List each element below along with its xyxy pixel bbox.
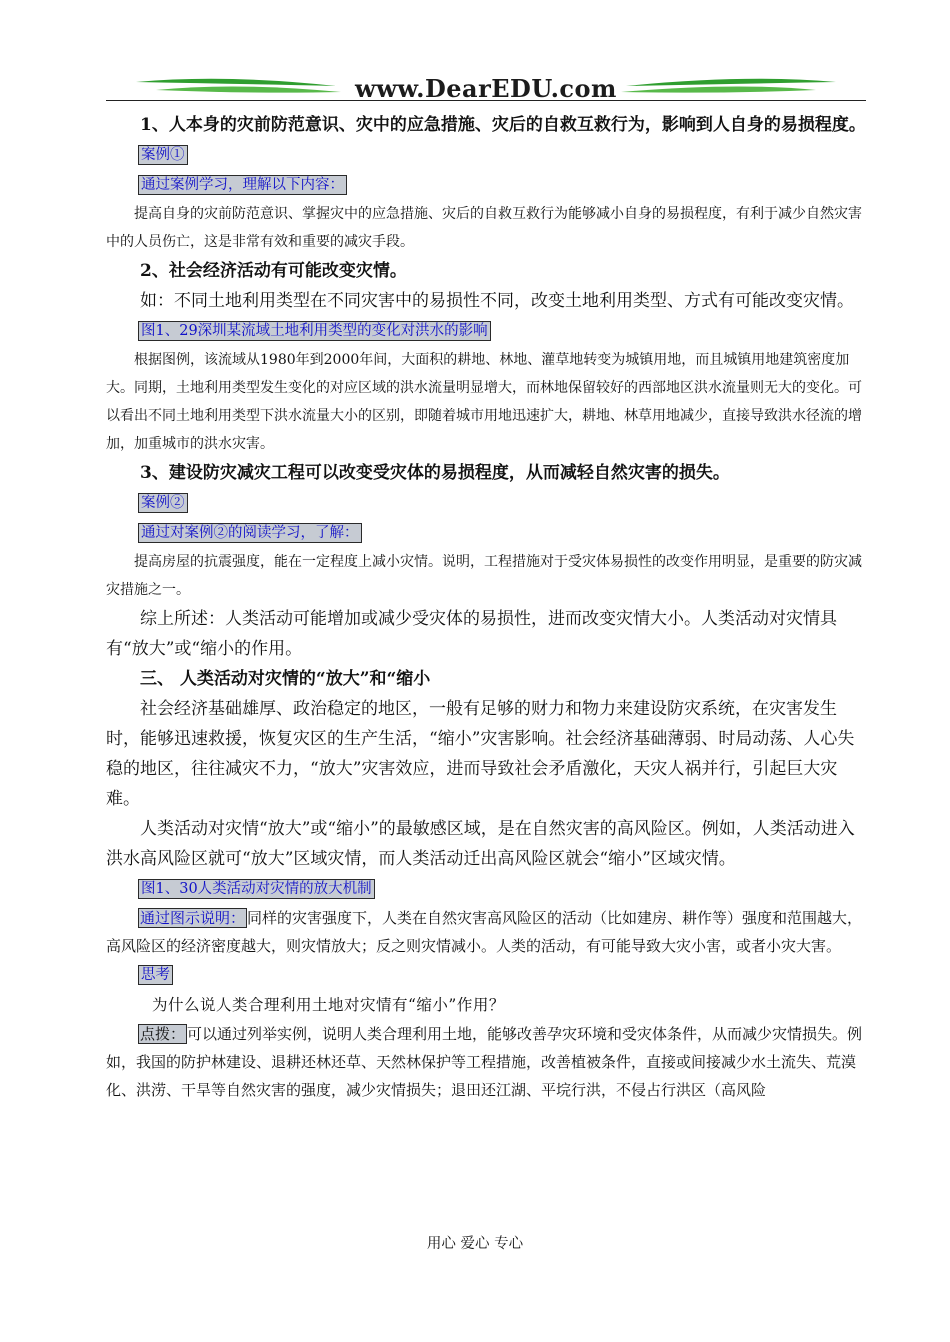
highlight-tag: 图1、29深圳某流域土地利用类型的变化对洪水的影响 <box>138 321 491 341</box>
page-footer: 用心 爱心 专心 <box>426 1236 524 1252</box>
tag-line <box>138 170 866 200</box>
tagged-paragraph-text: 同样的灾害强度下，人类在自然灾害高风险区的活动（比如建房、耕作等）强度和范围越大，高风险区的经济密度越大，则灾情放大；反之则灾情减小。人类的活动，有可能导致大灾小害，或者小灾大害。 <box>106 909 863 955</box>
highlight-tag: 案例② <box>138 493 188 513</box>
tagged-paragraph <box>106 1020 866 1104</box>
body-paragraph: 综上所述：人类活动可能增加或减少受灾体的易损性，进而改变灾情大小。人类活动对灾情具有“放大”或“缩小的作用。 <box>106 609 837 659</box>
highlight-tag: 思考 <box>138 965 173 985</box>
tagged-paragraph-text: 可以通过列举实例，说明人类合理利用土地，能够改善孕灾环境和受灾体条件，从而减少灾情损失。例如，我国的防护林建设、退耕还林还草、天然林保护等工程措施，改善植被条件，直接或间接减少水土流失、荒漠化、洪涝、干旱等自然灾害的强度，减少灾情损失；退田还江湖、平垸行洪，不侵占行洪区（高风险 <box>106 1025 863 1099</box>
tagged-paragraph <box>106 904 866 960</box>
header-rule <box>106 100 866 101</box>
section-heading: 3、建设防灾减灾工程可以改变受灾体的易损程度，从而减轻自然灾害的损失。 <box>140 463 730 483</box>
tag-line <box>138 488 866 518</box>
body-paragraph-small: 根据图例，该流域从1980年到2000年间，大面积的耕地、林地、灌草地转变为城镇用地，而且城镇用地建筑密度加大。同期，土地利用类型发生变化的对应区域的洪水流量明显增大，而林地保留较好的西部地区洪水流量则无大的变化。可以看出不同土地利用类型下洪水流量大小的区别，即随着城市用地迅速扩大，耕地、林草用地减少，直接导致洪水径流的增加，加重城市的洪水灾害。 <box>106 352 862 452</box>
question-text: 为什么说人类合理利用土地对灾情有“缩小”作用？ <box>152 996 505 1014</box>
highlight-tag: 通过对案例②的阅读学习，了解： <box>138 523 362 543</box>
tag-line <box>138 140 866 170</box>
inline-highlight-tag: 点拨： <box>140 1025 186 1043</box>
highlight-tag: 通过案例学习，理解以下内容： <box>138 175 347 195</box>
site-logo-text: www.DearEDU.com <box>355 74 617 103</box>
tag-line <box>138 316 866 346</box>
tag-line <box>138 874 866 904</box>
body-paragraph-small: 提高房屋的抗震强度，能在一定程度上减小灾情。说明，工程措施对于受灾体易损性的改变作用明显，是重要的防灾减灾措施之一。 <box>106 554 862 598</box>
section-heading: 1、人本身的灾前防范意识、灾中的应急措施、灾后的自救互救行为，影响到人自身的易损程度。 <box>140 115 866 135</box>
highlight-tag: 案例① <box>138 145 188 165</box>
section-heading: 三、 人类活动对灾情的“放大”和“缩小 <box>140 669 431 689</box>
document-body <box>106 110 866 1104</box>
body-paragraph: 如：不同土地利用类型在不同灾害中的易损性不同，改变土地利用类型、方式有可能改变灾情。 <box>140 291 854 311</box>
tag-line <box>138 518 866 548</box>
body-paragraph: 社会经济基础雄厚、政治稳定的地区，一般有足够的财力和物力来建设防灾系统，在灾害发生时，能够迅速救援，恢复灾区的生产生活，“缩小”灾害影响。社会经济基础薄弱、时局动荡、人心失稳的地区，往往减灾不力，“放大”灾害效应，进而导致社会矛盾激化，天灾人祸并行，引起巨大灾难。 <box>106 699 855 809</box>
section-heading: 2、社会经济活动有可能改变灾情。 <box>140 261 407 281</box>
body-paragraph: 人类活动对灾情“放大”或“缩小”的最敏感区域，是在自然灾害的高风险区。例如，人类活动进入洪水高风险区就可“放大”区域灾情，而人类活动迁出高风险区就会“缩小”区域灾情。 <box>106 819 855 869</box>
body-paragraph-small: 提高自身的灾前防范意识、掌握灾中的应急措施、灾后的自救互救行为能够减小自身的易损程度，有利于减少自然灾害中的人员伤亡，这是非常有效和重要的减灾手段。 <box>106 206 862 250</box>
tag-line <box>138 960 866 990</box>
inline-highlight-tag: 通过图示说明： <box>140 909 246 927</box>
highlight-tag: 图1、30人类活动对灾情的放大机制 <box>138 879 375 899</box>
